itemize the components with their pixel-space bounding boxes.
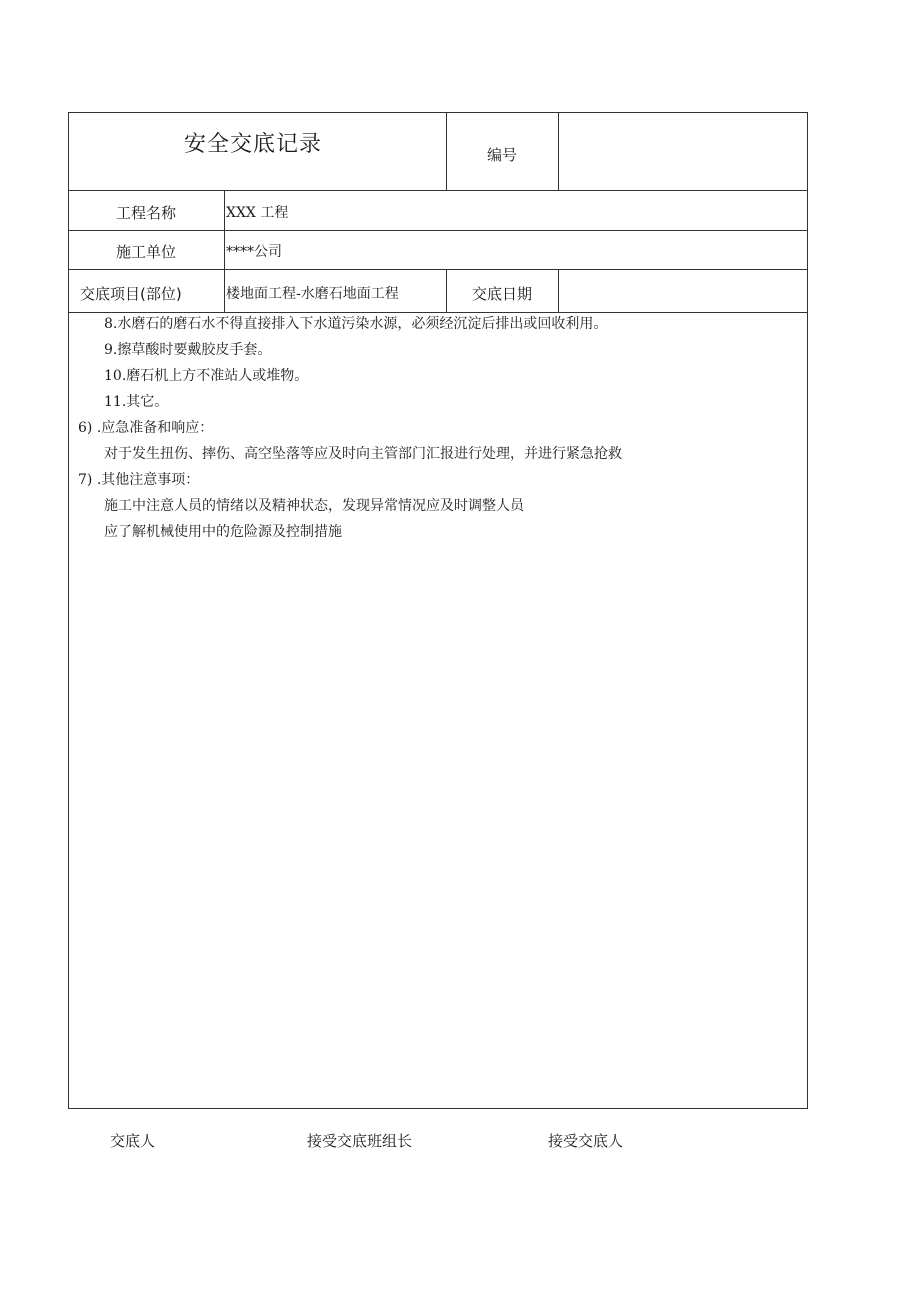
receiver-signature-label: 接受交底人 — [548, 1132, 624, 1150]
briefing-date-label: 交底日期 — [472, 285, 533, 303]
team-leader-signature-label: 接受交底班组长 — [307, 1132, 413, 1150]
content-line: 10.磨石机上方不准站人或堆物。 — [104, 368, 309, 384]
construction-unit-value[interactable]: ****公司 — [226, 244, 282, 260]
row-divider — [69, 312, 807, 313]
briefing-item-value[interactable]: 楼地面工程-水磨石地面工程 — [226, 286, 399, 302]
construction-unit-label: 施工单位 — [116, 243, 177, 261]
row-divider — [69, 230, 807, 231]
section-heading: 7) .其他注意事项： — [78, 472, 200, 488]
row-divider — [69, 269, 807, 270]
content-line: 施工中注意人员的情绪以及精神状态，发现异常情况应及时调整人员 — [104, 498, 524, 514]
content-line: 对于发生扭伤、摔伤、高空坠落等应及时向主管部门汇报进行处理，并进行紧急抢救 — [104, 446, 622, 462]
number-value[interactable] — [569, 144, 799, 164]
column-divider — [558, 113, 559, 190]
column-divider — [446, 269, 447, 312]
presenter-signature-label: 交底人 — [110, 1132, 156, 1150]
form-title: 安全交底记录 — [184, 132, 323, 157]
content-line: 11.其它。 — [104, 394, 169, 410]
project-name-label: 工程名称 — [116, 204, 177, 222]
content-line: 应了解机械使用中的危险源及控制措施 — [104, 524, 342, 540]
project-name-value[interactable]: XXX 工程 — [226, 205, 289, 221]
safety-briefing-form — [68, 112, 808, 1109]
content-line: 9.擦草酸时要戴胶皮手套。 — [104, 342, 272, 358]
number-label: 编号 — [487, 146, 518, 164]
briefing-item-label: 交底项目(部位) — [80, 285, 182, 303]
briefing-date-value[interactable] — [569, 283, 799, 303]
content-line: 8.水磨石的磨石水不得直接排入下水道污染水源，必须经沉淀后排出或回收利用。 — [104, 316, 608, 332]
row-divider — [69, 190, 807, 191]
column-divider — [224, 190, 225, 312]
column-divider — [558, 269, 559, 312]
section-heading: 6) .应急准备和响应： — [78, 420, 214, 436]
column-divider — [446, 113, 447, 190]
